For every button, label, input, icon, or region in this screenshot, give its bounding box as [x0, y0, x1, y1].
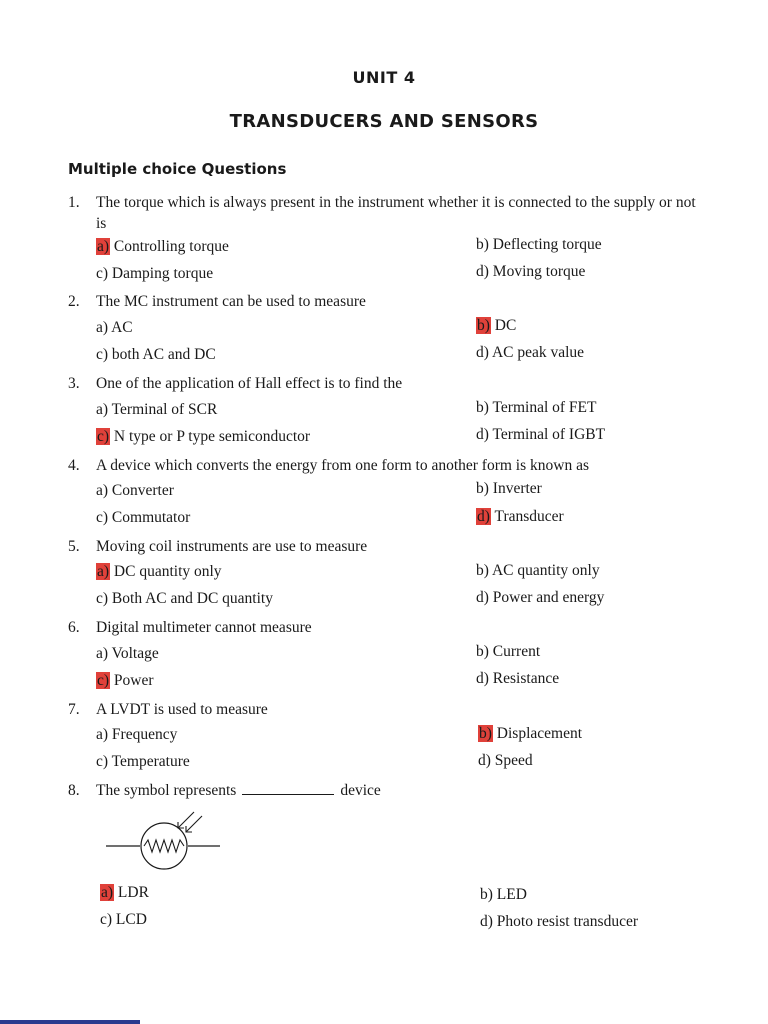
option-c — [96, 590, 273, 608]
question-8 — [68, 780, 706, 801]
option-text: Speed — [494, 752, 533, 769]
question-text: Moving coil instruments are use to measure — [96, 538, 368, 555]
question-6 — [68, 617, 706, 638]
section-heading: Multiple choice Questions — [68, 160, 287, 178]
option-text: Moving torque — [492, 263, 586, 280]
question-2 — [68, 291, 706, 312]
option-letter: a) — [96, 401, 109, 418]
option-text: Power — [113, 672, 154, 689]
option-text: Terminal of FET — [492, 399, 597, 416]
option-letter: b) — [476, 480, 489, 497]
question-4 — [68, 455, 706, 476]
option-text: Terminal of IGBT — [492, 426, 606, 443]
option-d — [476, 426, 605, 444]
option-a — [96, 319, 133, 337]
option-a — [96, 401, 217, 419]
page-edge-accent — [0, 1020, 140, 1024]
option-b — [480, 886, 527, 904]
option-a — [96, 645, 159, 663]
option-text: Resistance — [492, 670, 560, 687]
option-letter: d) — [478, 752, 491, 769]
answer-marker: c) — [97, 428, 110, 445]
question-number: 5. — [68, 538, 80, 555]
option-b — [476, 317, 516, 335]
question-number: 1. — [68, 194, 80, 211]
option-text: Converter — [111, 482, 174, 499]
option-c — [96, 346, 216, 364]
question-text-after: device — [340, 782, 381, 799]
option-d — [478, 752, 533, 770]
option-letter: d) — [476, 344, 489, 361]
option-b — [478, 725, 582, 743]
option-c — [96, 672, 154, 690]
option-text: Power and energy — [492, 589, 605, 606]
question-text — [96, 780, 706, 801]
option-b — [476, 643, 540, 661]
option-text: Both AC and DC quantity — [111, 590, 273, 607]
option-c — [100, 911, 147, 929]
question-text-before: The symbol represents — [96, 782, 237, 799]
option-b — [476, 480, 542, 498]
option-d — [476, 344, 584, 362]
option-letter: d) — [476, 589, 489, 606]
question-number: 7. — [68, 701, 80, 718]
question-7 — [68, 699, 706, 720]
option-letter: a) — [96, 482, 109, 499]
option-text: Frequency — [111, 726, 178, 743]
option-letter: b) — [476, 643, 489, 660]
option-text: N type or P type semiconductor — [113, 428, 311, 445]
question-number: 6. — [68, 619, 80, 636]
option-c — [96, 265, 213, 283]
option-text: LCD — [115, 911, 147, 928]
option-text: Displacement — [496, 725, 583, 742]
option-letter: b) — [480, 886, 493, 903]
ldr-symbol-icon — [104, 806, 224, 872]
question-5 — [68, 536, 706, 557]
option-c — [96, 509, 190, 527]
option-text: Inverter — [492, 480, 542, 497]
option-text: Commutator — [111, 509, 191, 526]
page-title: TRANSDUCERS AND SENSORS — [229, 111, 539, 132]
option-letter: c) — [96, 265, 109, 282]
option-letter: b) — [476, 399, 489, 416]
option-text: DC — [494, 317, 517, 334]
option-b — [476, 236, 602, 254]
option-letter: b) — [476, 236, 489, 253]
option-d — [480, 913, 638, 931]
option-d — [476, 589, 604, 607]
question-text: A device which converts the energy from one form to another form is known as — [96, 457, 589, 474]
answer-marker: a) — [97, 563, 110, 580]
option-letter: c) — [96, 753, 109, 770]
option-text: Voltage — [111, 645, 159, 662]
question-1 — [68, 192, 706, 234]
option-text: AC peak value — [491, 344, 585, 361]
option-text: Current — [492, 643, 541, 660]
option-b — [476, 562, 600, 580]
option-a — [100, 884, 149, 902]
unit-heading: UNIT 4 — [352, 68, 416, 87]
option-letter: d) — [476, 263, 489, 280]
option-text: DC quantity only — [113, 563, 222, 580]
option-a — [96, 482, 174, 500]
answer-marker: a) — [101, 884, 114, 901]
question-text: Digital multimeter cannot measure — [96, 619, 312, 636]
option-text: both AC and DC — [111, 346, 216, 363]
answer-marker: a) — [97, 238, 110, 255]
option-letter: d) — [480, 913, 493, 930]
option-a — [96, 726, 177, 744]
option-text: LDR — [117, 884, 149, 901]
option-text: Deflecting torque — [492, 236, 602, 253]
option-text: AC — [111, 319, 133, 336]
option-letter: d) — [476, 670, 489, 687]
option-d — [476, 263, 585, 281]
option-letter: c) — [96, 590, 109, 607]
answer-marker: b) — [477, 317, 490, 334]
question-text: The torque which is always present in the instrument whether it is connected to the supply or not is — [96, 194, 696, 232]
option-text: Transducer — [494, 508, 564, 525]
option-b — [476, 399, 596, 417]
option-c — [96, 753, 190, 771]
option-letter: c) — [100, 911, 113, 928]
question-number: 2. — [68, 293, 80, 310]
option-c — [96, 428, 310, 446]
option-d — [476, 670, 559, 688]
question-text: The MC instrument can be used to measure — [96, 293, 366, 310]
question-number: 3. — [68, 375, 80, 392]
option-text: Photo resist transducer — [496, 913, 638, 930]
question-3 — [68, 373, 706, 394]
option-letter: b) — [476, 562, 489, 579]
option-text: Terminal of SCR — [111, 401, 218, 418]
option-a — [96, 238, 229, 256]
answer-blank — [242, 793, 334, 795]
answer-marker: b) — [479, 725, 492, 742]
answer-marker: d) — [477, 508, 490, 525]
option-letter: a) — [96, 319, 109, 336]
option-text: Controlling torque — [113, 238, 229, 255]
option-letter: c) — [96, 509, 109, 526]
question-number: 4. — [68, 457, 80, 474]
option-letter: d) — [476, 426, 489, 443]
option-text: Damping torque — [111, 265, 214, 282]
option-letter: a) — [96, 726, 109, 743]
option-text: AC quantity only — [491, 562, 600, 579]
question-text: A LVDT is used to measure — [96, 701, 268, 718]
question-number: 8. — [68, 782, 80, 799]
option-a — [96, 563, 222, 581]
option-text: LED — [496, 886, 527, 903]
option-d — [476, 508, 564, 526]
option-text: Temperature — [111, 753, 190, 770]
option-letter: a) — [96, 645, 109, 662]
question-text: One of the application of Hall effect is to find the — [96, 375, 403, 392]
option-letter: c) — [96, 346, 109, 363]
answer-marker: c) — [97, 672, 110, 689]
